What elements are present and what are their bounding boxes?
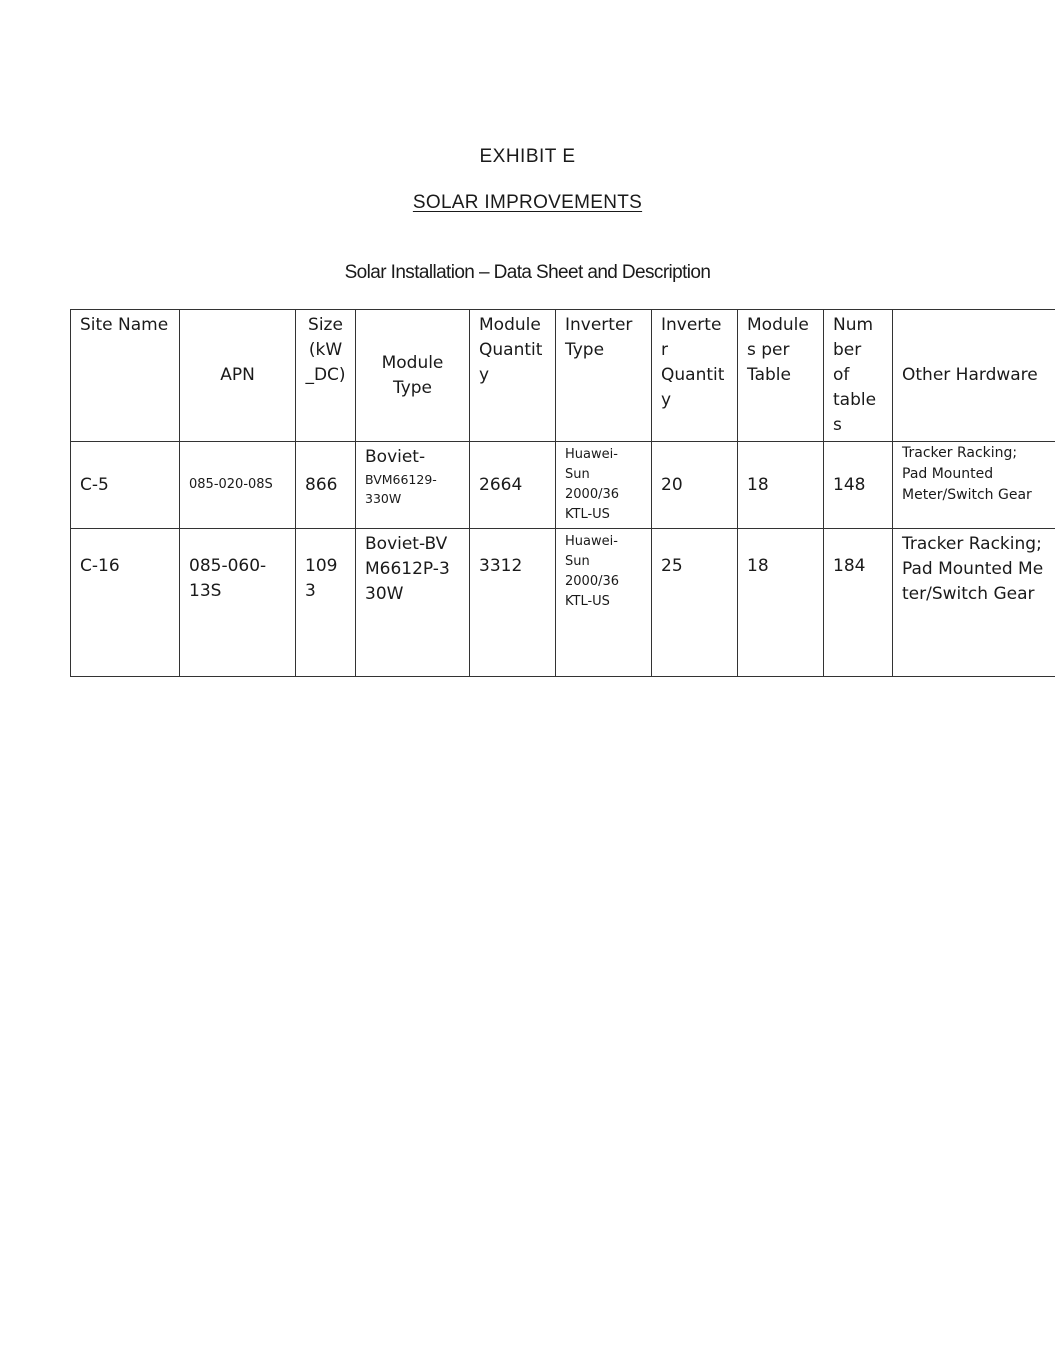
cell-module-type-line1: Boviet- [365, 447, 426, 467]
cell-inverter-quantity: 20 [652, 442, 738, 529]
header-module-type: Module Type [356, 310, 470, 442]
header-number-of-tables: Number of tables [824, 310, 893, 442]
table-row [71, 442, 1055, 529]
header-inverter-quantity: Inverter Quantity [652, 310, 738, 442]
table-row [71, 529, 1055, 677]
exhibit-subtitle [0, 192, 1055, 214]
cell-inverter-type: Huawei-Sun 2000/36 KTL-US [556, 442, 652, 529]
cell-inverter-type: Huawei-Sun 2000/36 KTL-US [556, 529, 652, 677]
cell-site-name: C-5 [71, 442, 180, 529]
cell-inverter-quantity: 25 [652, 529, 738, 677]
header-site-name: Site Name [71, 310, 180, 442]
cell-site-name: C-16 [71, 529, 180, 677]
header-modules-per-table: Modules per Table [738, 310, 824, 442]
cell-size: 1093 [296, 529, 356, 677]
cell-module-quantity: 3312 [470, 529, 556, 677]
header-size: Size (kW _DC) [296, 310, 356, 442]
header-other-hardware: Other Hardware [893, 310, 1055, 442]
cell-modules-per-table: 18 [738, 529, 824, 677]
exhibit-title: EXHIBIT E [479, 146, 576, 167]
cell-module-type [356, 442, 470, 529]
cell-module-type: Boviet-BVM6612P-330W [356, 529, 470, 677]
header-module-quantity: Module Quantity [470, 310, 556, 442]
cell-other-hardware: Tracker Racking; Pad Mounted Meter/Switch Gear [893, 529, 1055, 677]
solar-data-table [70, 309, 1055, 677]
cell-size: 866 [296, 442, 356, 529]
cell-number-of-tables: 184 [824, 529, 893, 677]
cell-modules-per-table: 18 [738, 442, 824, 529]
cell-module-type-line2: BVM66129-330W [365, 472, 437, 506]
cell-apn: 085-020-08S [180, 442, 296, 529]
cell-other-hardware: Tracker Racking; Pad Mounted Meter/Switch Gear [893, 442, 1055, 529]
header-inverter-type: Inverter Type [556, 310, 652, 442]
exhibit-subtitle-text: SOLAR IMPROVEMENTS [412, 192, 643, 213]
cell-number-of-tables: 148 [824, 442, 893, 529]
cell-apn: 085-060-13S [180, 529, 296, 677]
header-apn: APN [180, 310, 296, 442]
header-row [71, 310, 1055, 442]
cell-module-quantity: 2664 [470, 442, 556, 529]
sheet-heading: Solar Installation – Data Sheet and Description [344, 262, 711, 283]
